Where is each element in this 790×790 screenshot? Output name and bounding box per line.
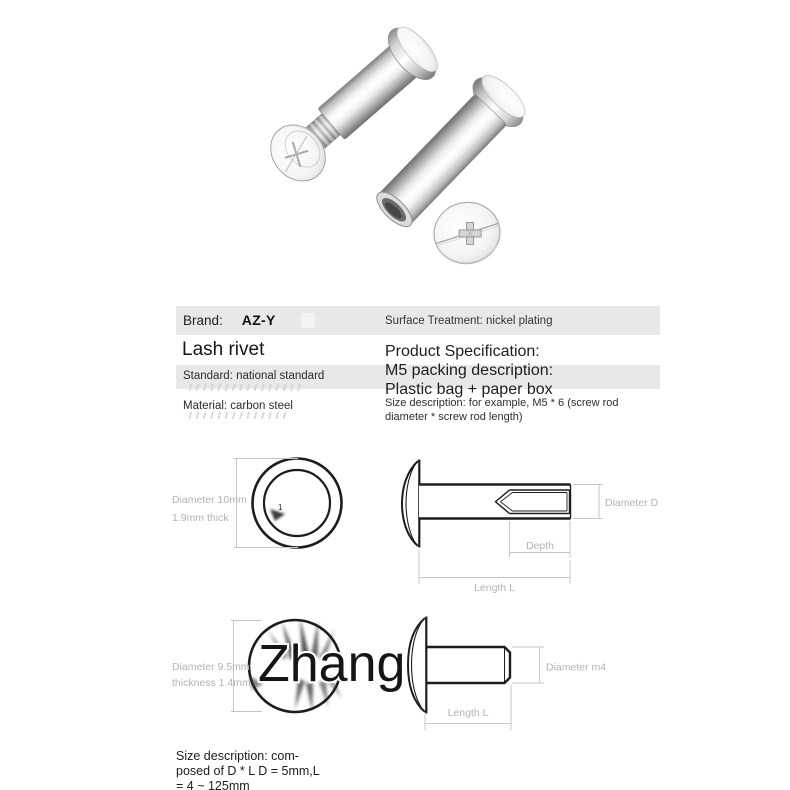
dim-label-diameter: Diameter m4 <box>546 661 607 674</box>
dim-label-head-diameter: Diameter 10mm <box>172 494 247 506</box>
dim-label-diameter: Diameter D <box>605 497 659 509</box>
material-text: Material: carbon steel <box>183 400 293 412</box>
dim-lines-diameter <box>573 485 603 519</box>
dim-label-head-diameter: Diameter 9.5mm <box>172 661 250 673</box>
brand-label: Brand: <box>183 313 223 328</box>
diagram-male-part <box>0 605 790 750</box>
dim-label-depth: Depth <box>525 540 555 552</box>
loose-screw-head <box>429 197 505 269</box>
female-post-side-view <box>402 460 571 548</box>
faint-watermark-scribble <box>185 412 289 419</box>
ring-mark: 1 <box>278 503 283 512</box>
size-note-line-3: = 4 ~ 125mm <box>176 779 250 790</box>
watermark-text: Zhang <box>258 635 406 693</box>
size-example-text: Size description: for example, M5 * 6 (screw rod diameter * screw rod length) <box>385 397 619 423</box>
faint-watermark-scribble <box>185 384 303 391</box>
dim-label-head-thickness: thickness 1.4mm <box>172 677 251 689</box>
dim-lines-diameter <box>512 647 544 683</box>
surface-treatment: Surface Treatment: nickel plating <box>385 315 553 327</box>
size-note-line-1: Size description: com- <box>176 749 299 763</box>
faded-watermark-area <box>301 313 315 328</box>
product-specification <box>385 342 553 399</box>
head-ring-top-view <box>253 459 342 548</box>
spec-line-2: M5 packing description: <box>385 362 554 379</box>
spec-line-1: Product Specification: <box>385 343 540 360</box>
spec-line-3: Plastic bag + paper box <box>385 381 553 398</box>
dim-label-length: Length L <box>474 582 515 594</box>
size-note <box>176 749 320 790</box>
size-note-line-2: posed of D * L D = 5mm,L <box>176 764 320 778</box>
head-circle-top-view <box>249 618 405 712</box>
brand-row <box>183 312 276 328</box>
dim-lines-length <box>419 550 570 584</box>
diagram-female-part <box>0 440 790 605</box>
dim-label-head-thickness: 1.9mm thick <box>172 512 229 524</box>
standard-text: Standard: national standard <box>183 370 325 382</box>
product-name: Lash rivet <box>182 339 265 360</box>
product-photo <box>0 0 790 302</box>
dim-label-length: Length L <box>447 707 489 719</box>
brand-value: AZ-Y <box>241 312 276 328</box>
male-screw-side-view <box>408 617 510 714</box>
